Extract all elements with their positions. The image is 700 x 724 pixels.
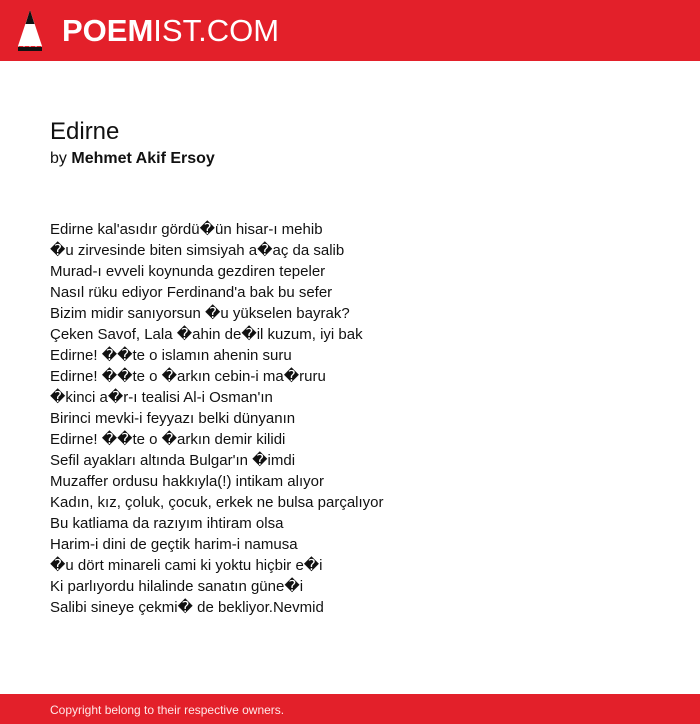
poem-byline — [50, 149, 215, 169]
poem-line: �u zirvesinde biten simsiyah a�aç da salib — [50, 242, 345, 259]
poem-line: Bu katliama da razıyım ihtiram olsa — [50, 515, 284, 532]
poem-line: �kinci a�r-ı tealisi Al-i Osman'ın — [50, 389, 273, 406]
poem-title: Edirne — [50, 118, 120, 145]
poem-line: Murad-ı evveli koynunda gezdiren tepeler — [50, 263, 326, 280]
poem-line: Edirne! ��te o islamın ahenin suru — [50, 347, 292, 364]
poem-line: Edirne! ��te o �arkın cebin-i ma�ruru — [50, 368, 326, 385]
poem-line: Çeken Savof, Lala �ahin de�il kuzum, iyi bak — [50, 326, 363, 343]
poem-line: Nasıl rüku ediyor Ferdinand'a bak bu sefer — [50, 284, 333, 301]
author-link[interactable]: Mehmet Akif Ersoy — [71, 150, 215, 167]
brand-light: IST.COM — [153, 13, 280, 48]
pencil-logo-icon[interactable] — [16, 8, 44, 52]
poem-line: �u dört minareli cami ki yoktu hiçbir e�i — [50, 557, 323, 574]
site-footer — [0, 694, 700, 724]
brand-strong: POEM — [62, 13, 154, 48]
poem-line: Sefil ayakları altında Bulgar'ın �imdi — [50, 452, 296, 469]
poem-line: Bizim midir sanıyorsun �u yükselen bayrak? — [50, 305, 350, 322]
poem-line: Edirne kal'asıdır gördü�ün hisar-ı mehib — [50, 221, 323, 238]
poem-line: Birinci mevki-i feyyazı belki dünyanın — [50, 410, 296, 427]
poem-line: Ki parlıyordu hilalinde sanatın güne�i — [50, 578, 304, 595]
poem-body — [50, 219, 670, 618]
poem-line: Kadın, kız, çoluk, çocuk, erkek ne bulsa parçalıyor — [50, 494, 384, 511]
site-header — [0, 0, 700, 61]
poem-line: Harim-i dini de geçtik harim-i namusa — [50, 536, 298, 553]
copyright-notice: Copyright belong to their respective owners. — [50, 703, 285, 717]
poem-line: Muzaffer ordusu hakkıyla(!) intikam alıyor — [50, 473, 324, 490]
poem-line: Salibi sineye çekmi� de bekliyor.Nevmid — [50, 599, 324, 616]
poem-line: Edirne! ��te o �arkın demir kilidi — [50, 431, 286, 448]
by-label: by — [50, 150, 67, 167]
site-brand-link[interactable] — [62, 11, 279, 51]
